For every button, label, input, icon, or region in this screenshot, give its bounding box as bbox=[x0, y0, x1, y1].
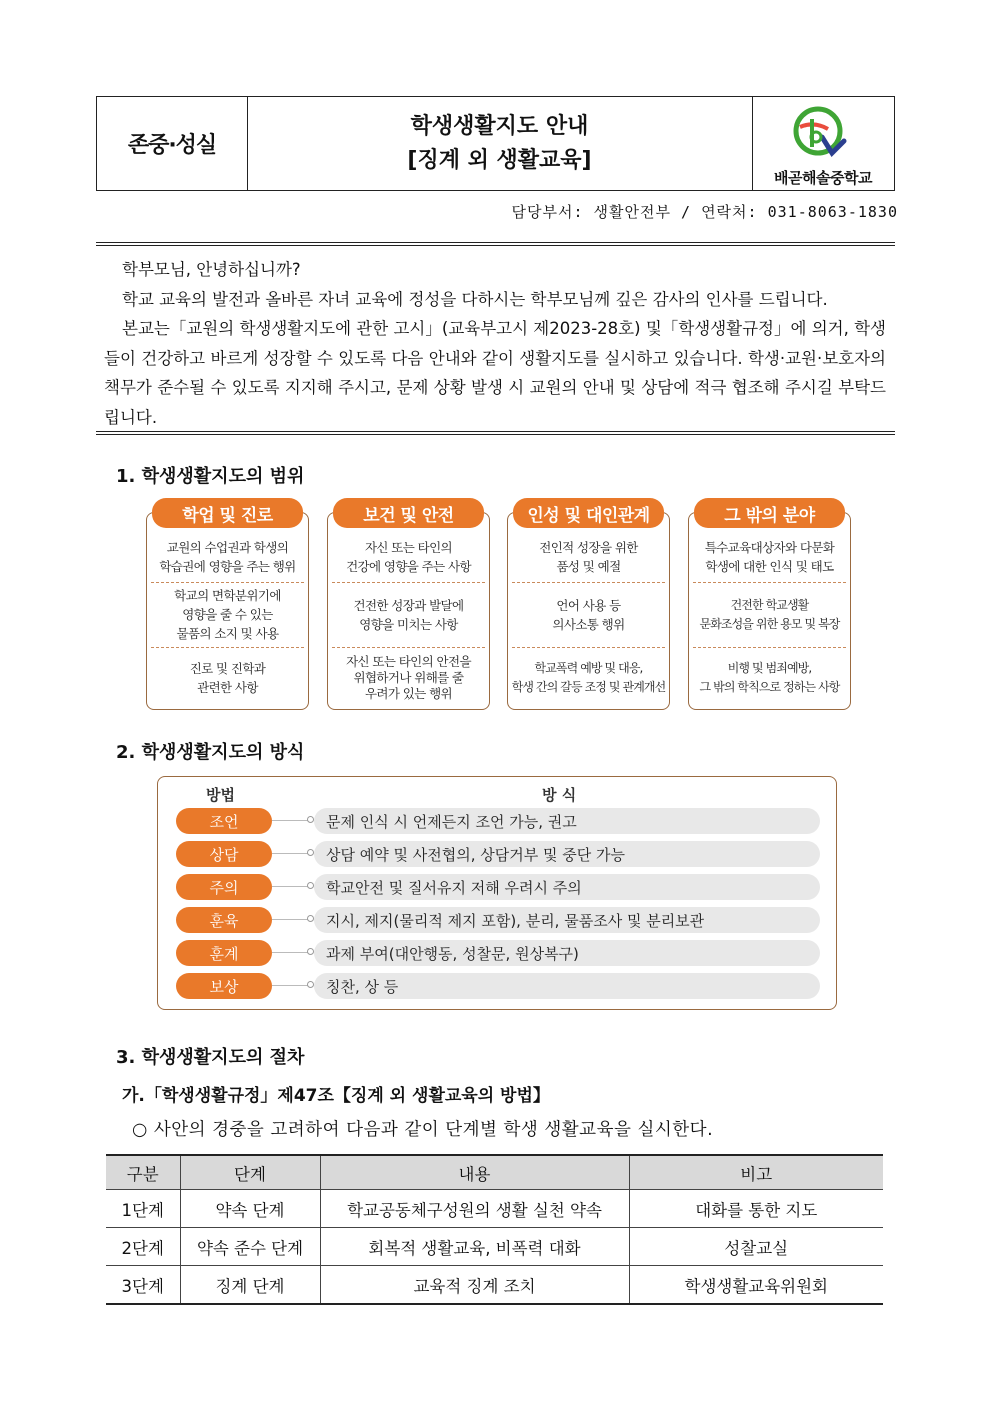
double-rule-bottom bbox=[96, 431, 895, 435]
table-cell: 3단계 bbox=[106, 1266, 180, 1305]
procedure-table bbox=[106, 1154, 883, 1305]
method-label: 보상 bbox=[176, 973, 272, 999]
card-item: 자신 또는 타인의 건강에 영향을 주는 사항 bbox=[346, 540, 471, 574]
table-cell: 징계 단계 bbox=[180, 1266, 320, 1305]
method-row bbox=[176, 841, 822, 867]
method-row bbox=[176, 907, 822, 933]
section1-heading: 1. 학생생활지도의 범위 bbox=[116, 466, 305, 487]
scope-card-academic bbox=[146, 505, 309, 710]
scope-card-health bbox=[327, 505, 490, 710]
table-cell: 교육적 징계 조치 bbox=[320, 1266, 629, 1305]
table-header: 구분 bbox=[106, 1155, 180, 1190]
card-item: 학교의 면학분위기에 영향을 줄 수 있는 물품의 소지 및 사용 bbox=[174, 588, 281, 641]
scope-card-character bbox=[507, 505, 670, 710]
card-item: 건전한 성장과 발달에 영향을 미치는 사항 bbox=[353, 597, 464, 632]
intro-paragraph-1: 학교 교육의 발전과 올바른 자녀 교육에 정성을 다하시는 학부모님께 깊은 감사의 인사를 드립니다. bbox=[122, 289, 828, 309]
school-logo bbox=[752, 97, 894, 190]
style-column-header: 방 식 bbox=[542, 786, 577, 804]
greeting: 학부모님, 안녕하십니까? bbox=[122, 260, 301, 279]
table-cell: 학교공동체구성원의 생활 실천 약속 bbox=[320, 1190, 629, 1228]
card-item: 자신 또는 타인의 안전을 위협하거나 위해를 줄 우려가 있는 행위 bbox=[346, 654, 471, 701]
table-cell: 회복적 생활교육, 비폭력 대화 bbox=[320, 1228, 629, 1266]
card-item: 특수교육대상자와 다문화 학생에 대한 인식 및 태도 bbox=[704, 540, 835, 574]
method-description: 지시, 제지(물리적 제지 포함), 분리, 물품조사 및 분리보관 bbox=[314, 907, 820, 933]
card-title: 인성 및 대인관계 bbox=[513, 498, 664, 528]
school-name: 배곧해솔중학교 bbox=[774, 169, 872, 187]
school-motto: 존중·성실 bbox=[97, 97, 248, 190]
table-cell: 학생생활교육위원회 bbox=[629, 1266, 883, 1305]
card-title: 그 밖의 분야 bbox=[694, 498, 845, 528]
title-line-1: 학생생활지도 안내 bbox=[410, 113, 589, 139]
method-row bbox=[176, 940, 822, 966]
method-column-header: 방법 bbox=[206, 786, 235, 804]
double-rule-top bbox=[96, 242, 895, 246]
card-item: 교원의 수업권과 학생의 학습권에 영향을 주는 행위 bbox=[159, 540, 296, 574]
card-item: 건전한 학교생활 문화조성을 위한 용모 및 복장 bbox=[699, 597, 840, 631]
table-cell: 성찰교실 bbox=[629, 1228, 883, 1266]
method-row bbox=[176, 808, 822, 834]
table-header: 내용 bbox=[320, 1155, 629, 1190]
method-label: 주의 bbox=[176, 874, 272, 900]
section3-heading: 3. 학생생활지도의 절차 bbox=[116, 1047, 305, 1068]
table-header-row bbox=[106, 1155, 883, 1190]
card-item: 전인적 성장을 위한 품성 및 예절 bbox=[539, 540, 638, 574]
method-description: 문제 인식 시 언제든지 조언 가능, 권고 bbox=[314, 808, 820, 834]
method-row bbox=[176, 874, 822, 900]
table-cell: 2단계 bbox=[106, 1228, 180, 1266]
method-description: 과제 부여(대안행동, 성찰문, 원상복구) bbox=[314, 940, 820, 966]
card-title: 보건 및 안전 bbox=[333, 498, 484, 528]
scope-card-other bbox=[688, 505, 851, 710]
intro-paragraph-2: 본교는「교원의 학생생활지도에 관한 고시」(교육부고시 제2023-28호) 및「학생생활규정」에 의거, 학생들이 건강하고 바르게 성장할 수 있도록 다음 안내와 같이 생활지도를 실시하고 있습니다. 학생·교원·보호자의 책무가 준수될 수 있도록 지지해 주시고, 문제 상황 발생 시 교원의 안내 및 상담에 적극 협조해 주시길 부탁드립니다. bbox=[104, 319, 886, 427]
method-description: 상담 예약 및 사전협의, 상담거부 및 중단 가능 bbox=[314, 841, 820, 867]
page-title bbox=[247, 97, 753, 190]
procedure-bullet: ○ 사안의 경중을 고려하여 다음과 같이 단계별 학생 생활교육을 실시한다. bbox=[132, 1120, 714, 1140]
method-description: 학교안전 및 질서유지 저해 우려시 주의 bbox=[314, 874, 820, 900]
title-line-2: [징계 외 생활교육] bbox=[407, 147, 592, 173]
table-cell: 대화를 통한 지도 bbox=[629, 1190, 883, 1228]
header-box bbox=[96, 96, 895, 191]
table-row bbox=[106, 1190, 883, 1228]
intro-text bbox=[104, 255, 886, 432]
method-label: 훈육 bbox=[176, 907, 272, 933]
table-row bbox=[106, 1228, 883, 1266]
section2-heading: 2. 학생생활지도의 방식 bbox=[116, 742, 305, 763]
method-label: 조언 bbox=[176, 808, 272, 834]
card-item: 언어 사용 등 의사소통 행위 bbox=[552, 597, 625, 632]
table-cell: 약속 준수 단계 bbox=[180, 1228, 320, 1266]
card-item: 비행 및 범죄예방, 그 밖의 학칙으로 정하는 사항 bbox=[699, 661, 840, 694]
method-label: 상담 bbox=[176, 841, 272, 867]
card-title: 학업 및 진로 bbox=[152, 498, 303, 528]
table-cell: 약속 단계 bbox=[180, 1190, 320, 1228]
regulation-reference: 가.「학생생활규정」제47조【징계 외 생활교육의 방법】 bbox=[122, 1086, 550, 1106]
table-header: 단계 bbox=[180, 1155, 320, 1190]
table-row bbox=[106, 1266, 883, 1305]
table-header: 비고 bbox=[629, 1155, 883, 1190]
contact-info: 담당부서: 생활안전부 / 연락처: 031-8063-1830 bbox=[511, 203, 898, 221]
table-cell: 1단계 bbox=[106, 1190, 180, 1228]
card-item: 학교폭력 예방 및 대응, 학생 간의 갈등 조정 및 관계개선 bbox=[511, 661, 666, 694]
method-row bbox=[176, 973, 822, 999]
method-box bbox=[157, 776, 837, 1010]
card-item: 진로 및 진학과 관련한 사항 bbox=[189, 661, 266, 695]
method-label: 훈계 bbox=[176, 940, 272, 966]
method-description: 칭찬, 상 등 bbox=[314, 973, 820, 999]
